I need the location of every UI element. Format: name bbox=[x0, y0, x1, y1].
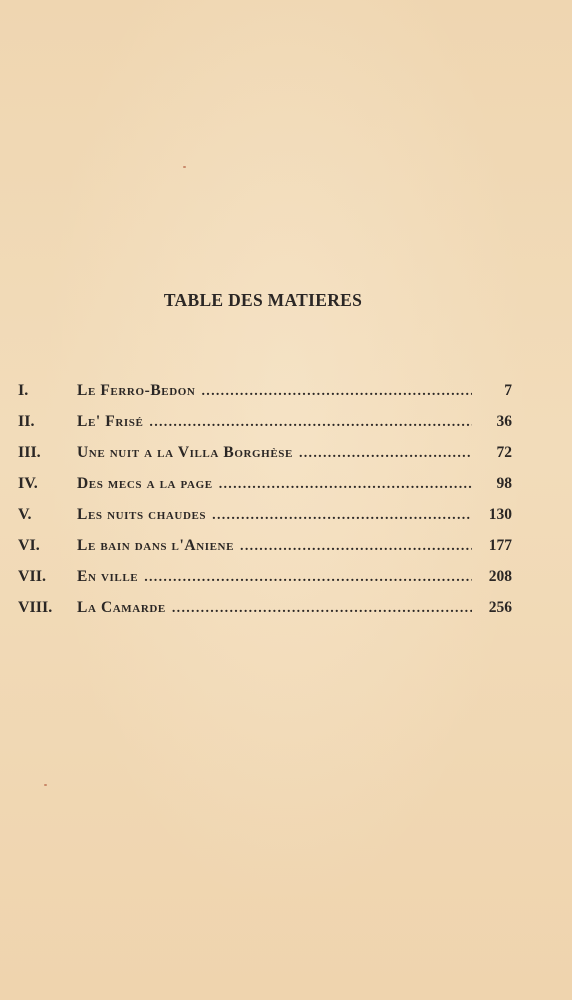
chapter-numeral: I. bbox=[18, 382, 29, 399]
toc-entry bbox=[18, 407, 512, 438]
chapter-page-number: 256 bbox=[488, 599, 512, 616]
toc-entry bbox=[18, 562, 512, 593]
chapter-title: Le' Frisé bbox=[77, 413, 144, 430]
chapter-page-number: 7 bbox=[504, 382, 512, 399]
chapter-title: La Camarde bbox=[77, 599, 166, 616]
toc-entry bbox=[18, 531, 512, 562]
chapter-numeral: VII. bbox=[18, 568, 47, 585]
toc-entry bbox=[18, 500, 512, 531]
paper-speck bbox=[183, 166, 186, 168]
chapter-page-number: 36 bbox=[496, 413, 512, 430]
dot-leader bbox=[299, 446, 472, 462]
chapter-title: Le Ferro-Bedon bbox=[77, 382, 196, 399]
chapter-numeral: VIII. bbox=[18, 599, 53, 616]
chapter-page-number: 208 bbox=[488, 568, 512, 585]
paper-speck bbox=[44, 784, 47, 786]
chapter-title: Les nuits chaudes bbox=[77, 506, 207, 523]
dot-leader bbox=[149, 415, 472, 431]
dot-leader bbox=[240, 539, 472, 555]
chapter-page-number: 72 bbox=[496, 444, 512, 461]
toc-entry bbox=[18, 469, 512, 500]
table-of-contents bbox=[18, 376, 512, 624]
chapter-title: Une nuit a la Villa Borghèse bbox=[77, 444, 293, 461]
toc-entry bbox=[18, 376, 512, 407]
chapter-numeral: III. bbox=[18, 444, 41, 461]
toc-entry bbox=[18, 593, 512, 624]
chapter-page-number: 130 bbox=[488, 506, 512, 523]
page-title: TABLE DES MATIERES bbox=[163, 290, 363, 310]
chapter-page-number: 177 bbox=[488, 537, 512, 554]
chapter-title: Des mecs a la page bbox=[77, 475, 213, 492]
dot-leader bbox=[212, 508, 472, 524]
dot-leader bbox=[144, 570, 472, 586]
chapter-numeral: II. bbox=[18, 413, 35, 430]
toc-entry bbox=[18, 438, 512, 469]
chapter-page-number: 98 bbox=[496, 475, 512, 492]
chapter-title: Le bain dans l'Aniene bbox=[77, 537, 235, 554]
chapter-numeral: IV. bbox=[18, 475, 38, 492]
dot-leader bbox=[172, 601, 472, 617]
chapter-title: En ville bbox=[77, 568, 139, 585]
chapter-numeral: V. bbox=[18, 506, 32, 523]
dot-leader bbox=[201, 384, 472, 400]
chapter-numeral: VI. bbox=[18, 537, 40, 554]
dot-leader bbox=[219, 477, 472, 493]
